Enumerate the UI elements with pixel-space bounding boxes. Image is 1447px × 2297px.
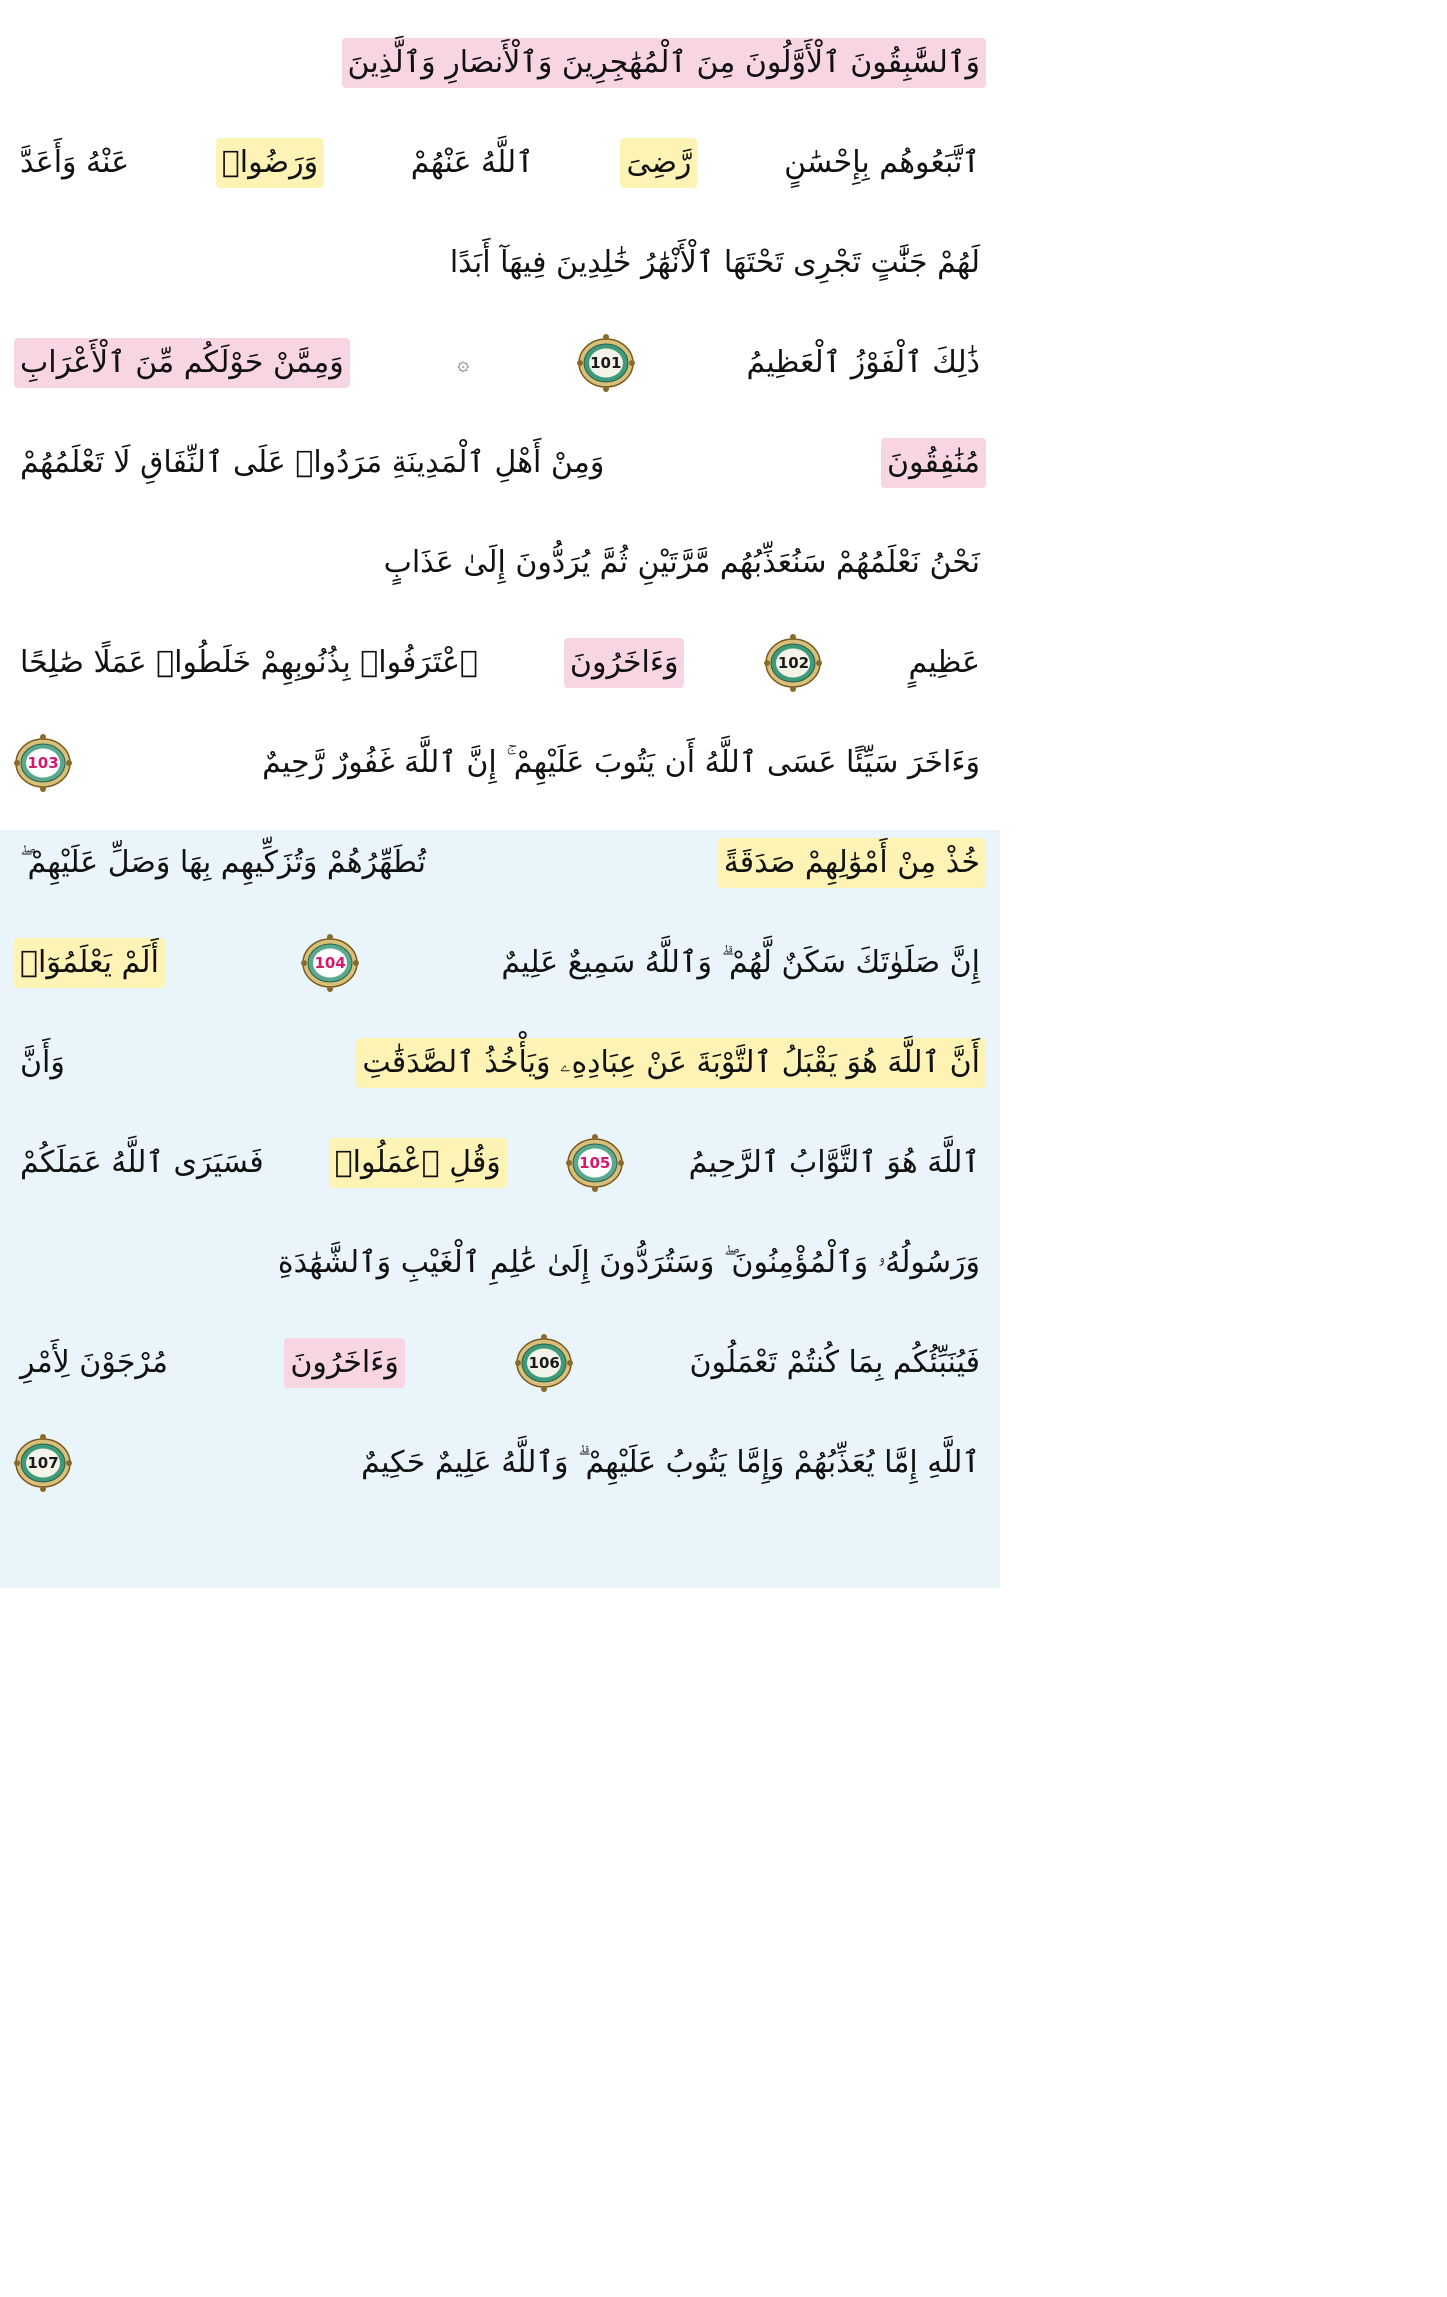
verse-line [14, 1218, 986, 1308]
ayah-number: 107 [27, 1454, 59, 1472]
hizb-star-icon: ۞ [457, 351, 470, 375]
highlighted-text-pink: مُنَٰفِقُونَ [881, 438, 986, 488]
highlighted-text-yellow: أَلَمْ يَعْلَمُوٓا۟ [14, 938, 165, 988]
verse-text: ٱعْتَرَفُوا۟ بِذُنُوبِهِمْ خَلَطُوا۟ عَمَلًا صَٰلِحًا [20, 645, 478, 680]
verse-line [14, 718, 986, 808]
ayah-number: 104 [314, 954, 346, 972]
verse-line [14, 318, 986, 408]
ayah-number-marker [764, 634, 822, 692]
verse-text: تُطَهِّرُهُمْ وَتُزَكِّيهِم بِهَا وَصَلِّ عَلَيْهِمْ ۖ [20, 845, 426, 880]
highlighted-text-pink: وَمِمَّنْ حَوْلَكُم مِّنَ ٱلْأَعْرَابِ [14, 338, 350, 388]
highlighted-text-yellow: رَّضِىَ [620, 138, 697, 188]
ayah-number-marker [566, 1134, 624, 1192]
verse-line [14, 18, 986, 108]
verse-text: عَنْهُ وَأَعَدَّ [20, 145, 130, 180]
verse-text: إِنَّ صَلَوٰتَكَ سَكَنٌ لَّهُمْ ۗ وَٱللَّهُ سَمِيعٌ عَلِيمٌ [501, 945, 980, 980]
ayah-number: 105 [579, 1154, 611, 1172]
highlighted-text-yellow: خُذْ مِنْ أَمْوَٰلِهِمْ صَدَقَةً [718, 838, 986, 888]
highlighted-text-pink: وَءَاخَرُونَ [284, 1338, 405, 1388]
verse-text: وَأَنَّ [20, 1045, 65, 1080]
verse-line [14, 1418, 986, 1508]
verse-text: ٱللَّهَ هُوَ ٱلتَّوَّابُ ٱلرَّحِيمُ [688, 1145, 980, 1180]
verse-line [14, 218, 986, 308]
verse-line [14, 518, 986, 608]
verse-text: فَسَيَرَى ٱللَّهُ عَمَلَكُمْ [20, 1145, 264, 1180]
verse-text: لَهُمْ جَنَّٰتٍ تَجْرِى تَحْتَهَا ٱلْأَنْهَٰرُ خَٰلِدِينَ فِيهَآ أَبَدًا [449, 245, 980, 280]
ayah-number: 106 [528, 1354, 560, 1372]
ayah-number-marker [14, 1434, 72, 1492]
verse-text: وَءَاخَرَ سَيِّئًا عَسَى ٱللَّهُ أَن يَتُوبَ عَلَيْهِمْ ۚ إِنَّ ٱللَّهَ غَفُورٌ رَّحِيمٌ [262, 745, 980, 780]
ayah-number: 102 [777, 654, 810, 672]
verse-text: نَحْنُ نَعْلَمُهُمْ سَنُعَذِّبُهُم مَّرَّتَيْنِ ثُمَّ يُرَدُّونَ إِلَىٰ عَذَابٍ [383, 545, 980, 580]
highlighted-text-yellow: وَرَضُوا۟ [216, 138, 324, 188]
highlighted-text-pink: وَٱلسَّٰبِقُونَ ٱلْأَوَّلُونَ مِنَ ٱلْمُهَٰجِرِينَ وَٱلْأَنصَارِ وَٱلَّذِينَ [342, 38, 986, 88]
verse-line [14, 1318, 986, 1408]
highlighted-text-yellow: أَنَّ ٱللَّهَ هُوَ يَقْبَلُ ٱلتَّوْبَةَ عَنْ عِبَادِهِۦ وَيَأْخُذُ ٱلصَّدَقَٰتِ [356, 1038, 986, 1088]
verse-text: ٱتَّبَعُوهُم بِإِحْسَٰنٍ [784, 145, 980, 180]
verse-line [14, 618, 986, 708]
verse-text: عَظِيمٍ [908, 645, 980, 680]
ayah-number-marker [577, 334, 635, 392]
ayah-number-marker [515, 1334, 573, 1392]
verse-line [14, 1118, 986, 1208]
verse-text: وَرَسُولُهُۥ وَٱلْمُؤْمِنُونَ ۖ وَسَتُرَدُّونَ إِلَىٰ عَٰلِمِ ٱلْغَيْبِ وَٱلشَّهَٰدَةِ [277, 1245, 980, 1280]
highlighted-text-pink: وَءَاخَرُونَ [564, 638, 685, 688]
verse-line [14, 1018, 986, 1108]
verse-text: ٱللَّهُ عَنْهُمْ [410, 145, 534, 180]
verse-text: مُرْجَوْنَ لِأَمْرِ [20, 1345, 168, 1380]
highlighted-text-yellow: وَقُلِ ٱعْمَلُوا۟ [329, 1138, 507, 1188]
verse-line [14, 918, 986, 1008]
verse-line [14, 418, 986, 508]
ayah-number: 103 [27, 754, 59, 772]
quran-page [0, 0, 1000, 1588]
ayah-number: 101 [590, 354, 622, 372]
verse-text: ذَٰلِكَ ٱلْفَوْزُ ٱلْعَظِيمُ [746, 345, 980, 380]
ayah-number-marker [14, 734, 72, 792]
verse-text: وَمِنْ أَهْلِ ٱلْمَدِينَةِ مَرَدُوا۟ عَلَى ٱلنِّفَاقِ لَا تَعْلَمُهُمْ [20, 445, 605, 480]
ayah-number-marker [301, 934, 359, 992]
verse-text: ٱللَّهِ إِمَّا يُعَذِّبُهُمْ وَإِمَّا يَتُوبُ عَلَيْهِمْ ۗ وَٱللَّهُ عَلِيمٌ حَكِيمٌ [361, 1445, 980, 1480]
verse-line [14, 818, 986, 908]
verse-text: فَيُنَبِّئُكُم بِمَا كُنتُمْ تَعْمَلُونَ [689, 1345, 980, 1380]
verse-line [14, 118, 986, 208]
